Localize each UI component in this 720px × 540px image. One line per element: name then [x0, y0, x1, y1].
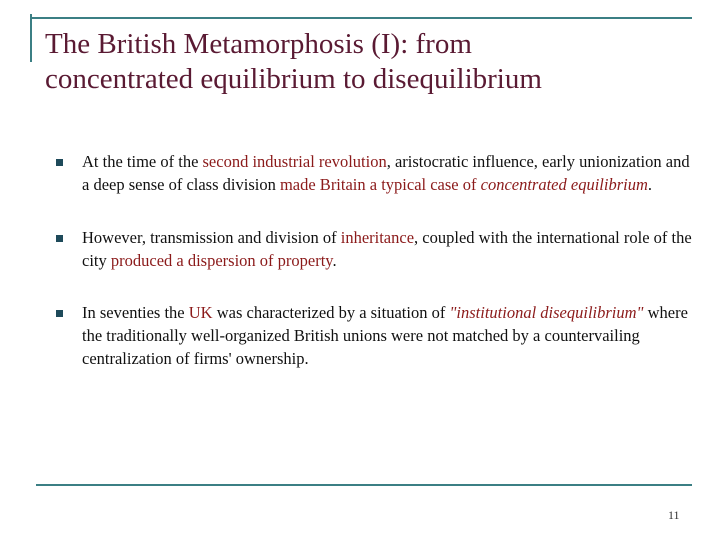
bullet-text: , coupled with the international role of the city: [82, 228, 692, 270]
footer-accent-line: [36, 484, 692, 486]
bullet-list: [52, 150, 692, 397]
slide-title-line-2: concentrated equilibrium to disequilibrium: [45, 63, 542, 95]
slide-title: [45, 27, 695, 97]
highlight-italic-text: "institutional disequilibrium": [449, 303, 644, 322]
highlight-text: inheritance: [340, 228, 415, 247]
bullet-text: At the time of the: [82, 152, 203, 171]
bullet-text: where the traditionally well-organized British unions were not matched by a countervailing centralization of firms' ownership.: [82, 303, 688, 368]
square-bullet-icon: [56, 310, 63, 317]
bullet-item-2: [52, 226, 692, 272]
bullet-text: was characterized by a situation of: [212, 303, 450, 322]
page-number: 11: [668, 508, 680, 522]
bullet-text: In seventies the: [82, 303, 189, 322]
highlight-text: made Britain a typical case of: [279, 175, 481, 194]
bullet-text: , aristocratic influence, early unionization and a deep sense of class division: [82, 152, 690, 194]
slide-title-line-1: The British Metamorphosis (I): from: [45, 28, 472, 60]
title-accent-horizontal-line: [30, 17, 692, 19]
bullet-text: .: [647, 175, 653, 194]
bullet-item-1: [52, 150, 692, 196]
highlight-text: second industrial revolution: [202, 152, 387, 171]
square-bullet-icon: [56, 159, 63, 166]
square-bullet-icon: [56, 235, 63, 242]
bullet-text: .: [332, 251, 337, 270]
highlight-italic-text: concentrated equilibrium: [480, 175, 648, 194]
title-accent-vertical-line: [30, 14, 32, 62]
highlight-text: produced a dispersion of property: [110, 251, 333, 270]
bullet-item-3: [52, 301, 692, 370]
bullet-text: However, transmission and division of: [82, 228, 341, 247]
highlight-text: UK: [188, 303, 213, 322]
